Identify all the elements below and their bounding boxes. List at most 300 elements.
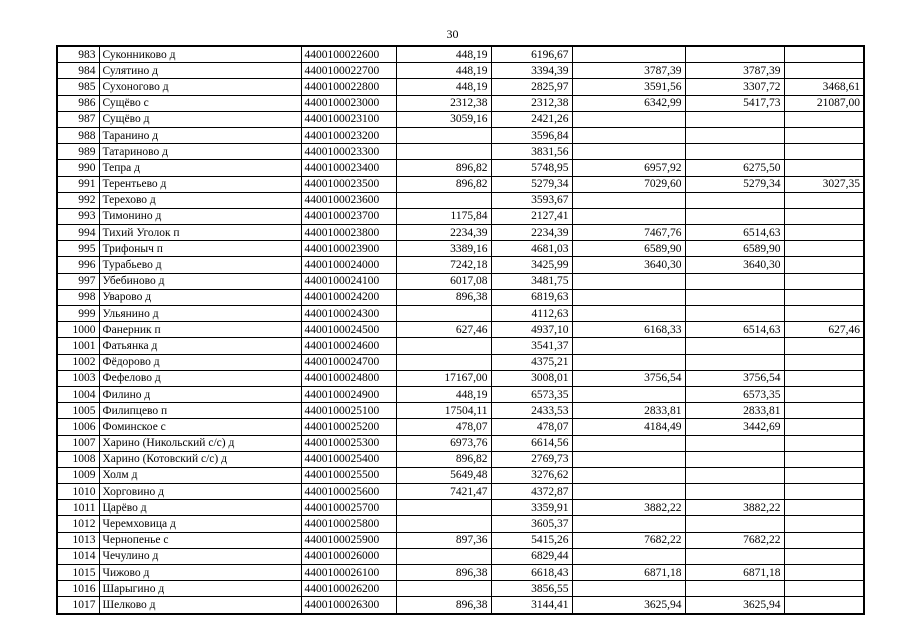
value-5-cell: 627,46 [784,322,864,338]
row-number-cell: 1014 [57,548,99,564]
value-5-cell [784,208,864,224]
table-row [57,46,864,63]
value-2-cell: 3831,56 [491,144,572,160]
settlement-name-cell: Фефелово д [99,370,301,386]
value-5-cell [784,257,864,273]
row-number-cell: 1001 [57,338,99,354]
value-1-cell [396,306,491,322]
value-3-cell: 3591,56 [572,79,685,95]
value-1-cell: 896,38 [396,289,491,305]
settlement-code-cell: 4400100026000 [301,548,396,564]
table-row [57,403,864,419]
value-2-cell: 6614,56 [491,435,572,451]
row-number-cell: 1008 [57,451,99,467]
settlement-code-cell: 4400100024800 [301,370,396,386]
row-number-cell: 988 [57,127,99,143]
value-1-cell [396,548,491,564]
settlement-code-cell: 4400100025100 [301,403,396,419]
table-row [57,548,864,564]
value-2-cell: 3605,37 [491,516,572,532]
table-row [57,386,864,402]
settlement-code-cell: 4400100025900 [301,532,396,548]
table-row [57,208,864,224]
row-number-cell: 1013 [57,532,99,548]
value-2-cell: 3359,91 [491,500,572,516]
value-4-cell: 6275,50 [685,160,784,176]
value-4-cell: 3787,39 [685,63,784,79]
settlement-code-cell: 4400100023400 [301,160,396,176]
row-number-cell: 1005 [57,403,99,419]
settlement-name-cell: Суконниково д [99,46,301,63]
value-3-cell [572,467,685,483]
value-5-cell [784,451,864,467]
value-2-cell: 3394,39 [491,63,572,79]
settlement-name-cell: Шелково д [99,597,301,614]
value-2-cell: 3008,01 [491,370,572,386]
value-1-cell [396,338,491,354]
row-number-cell: 1016 [57,581,99,597]
settlement-code-cell: 4400100025700 [301,500,396,516]
value-1-cell: 478,07 [396,419,491,435]
value-1-cell: 896,82 [396,176,491,192]
value-1-cell: 448,19 [396,63,491,79]
value-4-cell [685,581,784,597]
value-1-cell: 2312,38 [396,95,491,111]
settlement-name-cell: Сущёво д [99,111,301,127]
value-4-cell [685,467,784,483]
value-2-cell: 3856,55 [491,581,572,597]
value-3-cell [572,289,685,305]
settlement-code-cell: 4400100023200 [301,127,396,143]
value-2-cell: 6819,63 [491,289,572,305]
row-number-cell: 987 [57,111,99,127]
table-row [57,467,864,483]
table-row [57,338,864,354]
table-row [57,63,864,79]
value-1-cell: 897,36 [396,532,491,548]
settlement-name-cell: Хорговино д [99,484,301,500]
value-3-cell [572,144,685,160]
value-5-cell [784,467,864,483]
row-number-cell: 996 [57,257,99,273]
value-3-cell: 3787,39 [572,63,685,79]
settlement-code-cell: 4400100025500 [301,467,396,483]
value-4-cell: 6514,63 [685,225,784,241]
value-3-cell [572,516,685,532]
value-4-cell: 7682,22 [685,532,784,548]
value-1-cell [396,127,491,143]
value-1-cell: 7421,47 [396,484,491,500]
value-1-cell: 5649,48 [396,467,491,483]
settlement-code-cell: 4400100026200 [301,581,396,597]
value-2-cell: 4372,87 [491,484,572,500]
value-5-cell [784,386,864,402]
value-2-cell: 5748,95 [491,160,572,176]
value-4-cell [685,111,784,127]
row-number-cell: 990 [57,160,99,176]
value-4-cell [685,516,784,532]
value-1-cell [396,354,491,370]
value-2-cell: 3596,84 [491,127,572,143]
value-4-cell [685,208,784,224]
value-5-cell: 3027,35 [784,176,864,192]
settlement-code-cell: 4400100025400 [301,451,396,467]
settlement-name-cell: Чечулино д [99,548,301,564]
settlement-code-cell: 4400100023800 [301,225,396,241]
value-3-cell [572,46,685,63]
settlement-name-cell: Терехово д [99,192,301,208]
row-number-cell: 1000 [57,322,99,338]
row-number-cell: 983 [57,46,99,63]
value-1-cell [396,500,491,516]
settlement-name-cell: Уварово д [99,289,301,305]
value-3-cell: 3640,30 [572,257,685,273]
value-2-cell: 6618,43 [491,565,572,581]
value-4-cell: 6573,35 [685,386,784,402]
value-4-cell [685,144,784,160]
value-4-cell: 6589,90 [685,241,784,257]
row-number-cell: 999 [57,306,99,322]
settlement-name-cell: Ульянино д [99,306,301,322]
table-row [57,565,864,581]
row-number-cell: 1011 [57,500,99,516]
value-5-cell [784,63,864,79]
row-number-cell: 1007 [57,435,99,451]
settlement-name-cell: Филипцево п [99,403,301,419]
value-5-cell [784,516,864,532]
value-5-cell: 3468,61 [784,79,864,95]
value-2-cell: 6829,44 [491,548,572,564]
table-row [57,160,864,176]
settlement-code-cell: 4400100024700 [301,354,396,370]
table-row [57,500,864,516]
table-row [57,451,864,467]
row-number-cell: 1015 [57,565,99,581]
value-1-cell: 1175,84 [396,208,491,224]
settlement-name-cell: Сулятино д [99,63,301,79]
value-5-cell [784,548,864,564]
value-4-cell: 3307,72 [685,79,784,95]
value-3-cell [572,581,685,597]
row-number-cell: 1002 [57,354,99,370]
table-row [57,225,864,241]
value-3-cell: 6342,99 [572,95,685,111]
value-1-cell: 896,38 [396,565,491,581]
value-3-cell: 7029,60 [572,176,685,192]
value-5-cell [784,306,864,322]
settlement-code-cell: 4400100025300 [301,435,396,451]
value-4-cell: 5417,73 [685,95,784,111]
value-4-cell [685,451,784,467]
settlement-name-cell: Сухоногово д [99,79,301,95]
value-2-cell: 6196,67 [491,46,572,63]
row-number-cell: 997 [57,273,99,289]
value-2-cell: 4681,03 [491,241,572,257]
table-row [57,257,864,273]
value-2-cell: 478,07 [491,419,572,435]
table-row [57,241,864,257]
settlement-name-cell: Терентьево д [99,176,301,192]
value-5-cell [784,111,864,127]
value-2-cell: 2769,73 [491,451,572,467]
settlement-code-cell: 4400100026100 [301,565,396,581]
value-3-cell: 6957,92 [572,160,685,176]
settlement-name-cell: Холм д [99,467,301,483]
settlement-code-cell: 4400100024300 [301,306,396,322]
value-5-cell [784,160,864,176]
row-number-cell: 995 [57,241,99,257]
value-5-cell [784,46,864,63]
row-number-cell: 994 [57,225,99,241]
settlement-name-cell: Тимонино д [99,208,301,224]
value-2-cell: 3541,37 [491,338,572,354]
value-2-cell: 2825,97 [491,79,572,95]
value-5-cell: 21087,00 [784,95,864,111]
value-5-cell [784,500,864,516]
row-number-cell: 1009 [57,467,99,483]
value-2-cell: 3144,41 [491,597,572,614]
row-number-cell: 998 [57,289,99,305]
value-1-cell: 448,19 [396,79,491,95]
value-5-cell [784,338,864,354]
row-number-cell: 993 [57,208,99,224]
value-5-cell [784,565,864,581]
value-1-cell: 6973,76 [396,435,491,451]
value-2-cell: 2234,39 [491,225,572,241]
value-3-cell: 2833,81 [572,403,685,419]
settlement-code-cell: 4400100024900 [301,386,396,402]
value-5-cell [784,354,864,370]
value-4-cell [685,548,784,564]
settlement-name-cell: Филино д [99,386,301,402]
value-4-cell [685,435,784,451]
value-4-cell: 3442,69 [685,419,784,435]
table-row [57,306,864,322]
page-number: 30 [446,27,459,41]
settlements-table [56,45,865,615]
settlement-name-cell: Трифоныч п [99,241,301,257]
settlement-name-cell: Чернопенье с [99,532,301,548]
settlement-code-cell: 4400100024500 [301,322,396,338]
value-4-cell [685,484,784,500]
value-2-cell: 2312,38 [491,95,572,111]
value-1-cell [396,581,491,597]
table-body [57,46,864,614]
value-3-cell: 3882,22 [572,500,685,516]
table-row [57,79,864,95]
settlement-name-cell: Чижово д [99,565,301,581]
settlement-code-cell: 4400100023500 [301,176,396,192]
settlement-name-cell: Турабьево д [99,257,301,273]
value-4-cell [685,338,784,354]
row-number-cell: 991 [57,176,99,192]
value-3-cell [572,484,685,500]
value-1-cell: 17167,00 [396,370,491,386]
settlement-name-cell: Харино (Никольский с/с) д [99,435,301,451]
value-5-cell [784,532,864,548]
settlement-code-cell: 4400100022700 [301,63,396,79]
settlement-code-cell: 4400100025800 [301,516,396,532]
value-1-cell: 627,46 [396,322,491,338]
value-5-cell [784,241,864,257]
table-row [57,354,864,370]
value-3-cell [572,306,685,322]
table-row [57,127,864,143]
value-4-cell: 3625,94 [685,597,784,614]
value-5-cell [784,127,864,143]
value-4-cell: 3882,22 [685,500,784,516]
value-3-cell: 4184,49 [572,419,685,435]
row-number-cell: 1006 [57,419,99,435]
value-1-cell: 448,19 [396,386,491,402]
value-2-cell: 4937,10 [491,322,572,338]
value-4-cell [685,354,784,370]
settlement-code-cell: 4400100023600 [301,192,396,208]
table-row [57,581,864,597]
value-2-cell: 5415,26 [491,532,572,548]
value-5-cell [784,225,864,241]
settlement-name-cell: Фоминское с [99,419,301,435]
value-2-cell: 6573,35 [491,386,572,402]
settlement-code-cell: 4400100025200 [301,419,396,435]
value-3-cell [572,435,685,451]
settlement-code-cell: 4400100023000 [301,95,396,111]
value-1-cell: 448,19 [396,46,491,63]
value-3-cell [572,192,685,208]
value-4-cell [685,192,784,208]
row-number-cell: 1017 [57,597,99,614]
settlement-code-cell: 4400100024000 [301,257,396,273]
table-row [57,484,864,500]
value-2-cell: 2127,41 [491,208,572,224]
table-row [57,273,864,289]
table-row [57,289,864,305]
table-row [57,322,864,338]
value-4-cell [685,289,784,305]
settlement-name-cell: Черемховица д [99,516,301,532]
settlement-code-cell: 4400100024100 [301,273,396,289]
value-3-cell [572,111,685,127]
value-3-cell: 7467,76 [572,225,685,241]
settlement-name-cell: Фанерник п [99,322,301,338]
value-5-cell [784,403,864,419]
value-1-cell: 896,82 [396,451,491,467]
value-1-cell: 896,38 [396,597,491,614]
value-1-cell: 3059,16 [396,111,491,127]
value-2-cell: 3276,62 [491,467,572,483]
settlement-name-cell: Харино (Котовский с/с) д [99,451,301,467]
value-3-cell: 3625,94 [572,597,685,614]
row-number-cell: 1003 [57,370,99,386]
value-5-cell [784,289,864,305]
settlement-name-cell: Тепра д [99,160,301,176]
value-5-cell [784,484,864,500]
table-row [57,419,864,435]
settlement-name-cell: Фёдорово д [99,354,301,370]
value-3-cell [572,451,685,467]
value-5-cell [784,419,864,435]
value-1-cell [396,144,491,160]
settlement-code-cell: 4400100022800 [301,79,396,95]
settlement-name-cell: Тихий Уголок п [99,225,301,241]
settlement-code-cell: 4400100023900 [301,241,396,257]
table-row [57,435,864,451]
value-3-cell [572,208,685,224]
settlement-code-cell: 4400100026300 [301,597,396,614]
value-2-cell: 4112,63 [491,306,572,322]
value-4-cell: 6514,63 [685,322,784,338]
settlement-code-cell: 4400100024600 [301,338,396,354]
settlement-name-cell: Таранино д [99,127,301,143]
table-row [57,176,864,192]
settlement-code-cell: 4400100022600 [301,46,396,63]
value-4-cell: 3756,54 [685,370,784,386]
row-number-cell: 1004 [57,386,99,402]
row-number-cell: 989 [57,144,99,160]
settlement-name-cell: Шарыгино д [99,581,301,597]
value-3-cell: 6871,18 [572,565,685,581]
settlement-name-cell: Фатьянка д [99,338,301,354]
value-4-cell [685,46,784,63]
settlement-code-cell: 4400100025600 [301,484,396,500]
value-3-cell [572,338,685,354]
value-2-cell: 5279,34 [491,176,572,192]
value-4-cell: 3640,30 [685,257,784,273]
value-3-cell: 6168,33 [572,322,685,338]
table-row [57,370,864,386]
value-1-cell [396,516,491,532]
settlement-name-cell: Убебиново д [99,273,301,289]
value-5-cell [784,597,864,614]
row-number-cell: 1012 [57,516,99,532]
table-row [57,532,864,548]
value-4-cell: 6871,18 [685,565,784,581]
value-5-cell [784,273,864,289]
value-3-cell [572,273,685,289]
settlement-name-cell: Сущёво с [99,95,301,111]
table-row [57,597,864,614]
value-2-cell: 3593,67 [491,192,572,208]
value-3-cell [572,386,685,402]
value-5-cell [784,370,864,386]
value-4-cell [685,306,784,322]
row-number-cell: 984 [57,63,99,79]
settlement-name-cell: Татариново д [99,144,301,160]
value-2-cell: 4375,21 [491,354,572,370]
table-row [57,144,864,160]
value-1-cell: 7242,18 [396,257,491,273]
value-5-cell [784,435,864,451]
value-5-cell [784,192,864,208]
value-4-cell: 2833,81 [685,403,784,419]
value-3-cell [572,548,685,564]
value-2-cell: 2421,26 [491,111,572,127]
value-3-cell [572,127,685,143]
value-1-cell: 896,82 [396,160,491,176]
value-2-cell: 3481,75 [491,273,572,289]
table-row [57,192,864,208]
row-number-cell: 985 [57,79,99,95]
settlement-code-cell: 4400100023300 [301,144,396,160]
value-4-cell: 5279,34 [685,176,784,192]
value-3-cell: 3756,54 [572,370,685,386]
table-row [57,111,864,127]
settlement-code-cell: 4400100024200 [301,289,396,305]
table-row [57,95,864,111]
value-1-cell: 3389,16 [396,241,491,257]
value-3-cell: 7682,22 [572,532,685,548]
value-1-cell: 2234,39 [396,225,491,241]
